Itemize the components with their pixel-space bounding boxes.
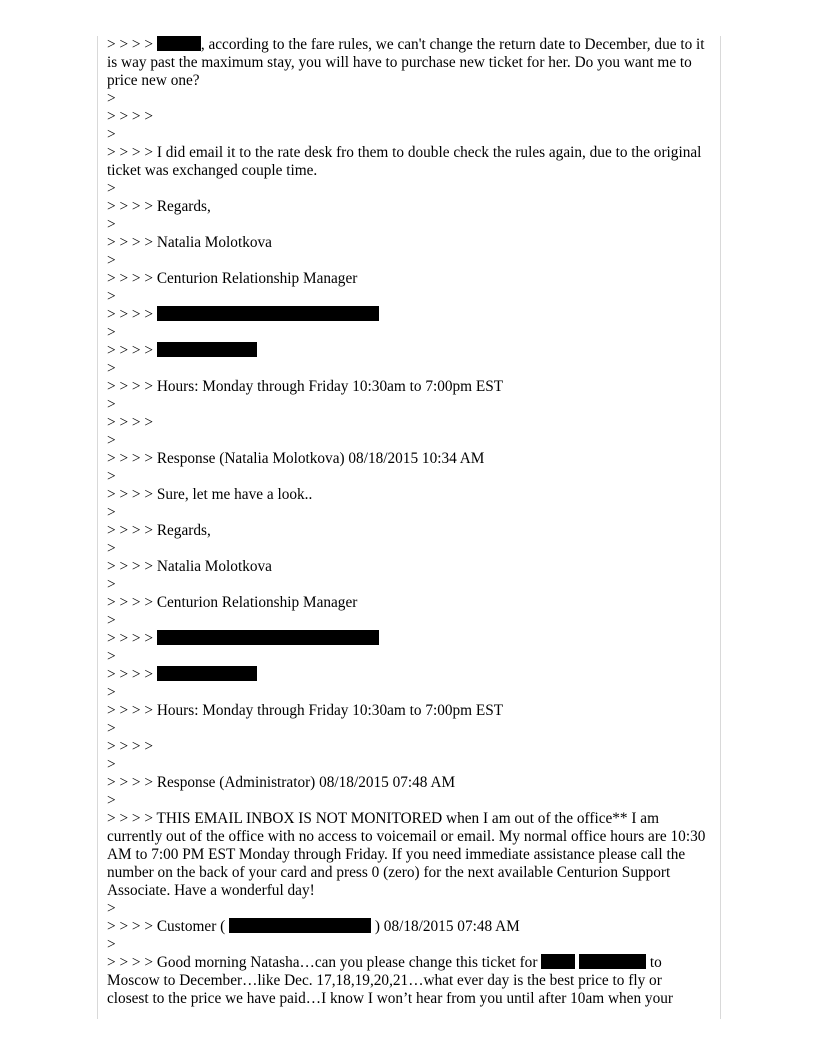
quote-marker: > xyxy=(107,504,116,521)
quote-prefix: > > > > xyxy=(107,198,153,215)
response-header-text: Response (Administrator) 08/18/2015 07:48 AM xyxy=(156,774,456,791)
quote-marker: > xyxy=(107,648,116,665)
signature-regards xyxy=(107,198,707,216)
quote-marker: > xyxy=(107,900,116,917)
quote-marker: > xyxy=(107,936,116,953)
quote-marker: > xyxy=(107,396,116,413)
signature-title xyxy=(107,270,707,288)
quote-marker: > xyxy=(107,720,116,737)
quote-prefix: > > > > xyxy=(107,702,153,719)
redacted-block xyxy=(157,306,379,321)
quote-prefix-line: > > > > xyxy=(107,108,153,125)
redacted-name xyxy=(157,36,201,51)
quote-prefix: > > > > xyxy=(107,486,153,503)
quote-prefix: > > > > xyxy=(107,810,153,827)
quote-prefix: > > > > xyxy=(107,450,153,467)
signature-name xyxy=(107,234,707,252)
quote-marker: > xyxy=(107,432,116,449)
sure-text: Sure, let me have a look.. xyxy=(156,486,313,503)
quote-marker: > xyxy=(107,252,116,269)
quote-marker: > xyxy=(107,324,116,341)
rate-desk-note xyxy=(107,144,707,180)
signature-redacted-phone xyxy=(107,666,707,684)
customer-message-text: Good morning Natasha…can you please change this ticket for xyxy=(156,954,538,971)
customer-date: ) 08/18/2015 07:48 AM xyxy=(374,918,520,935)
auto-reply-message xyxy=(107,810,707,900)
fare-rules-text: , according to the fare rules, we can't change the return date to December, due to it is way past the maximum stay, you will have to purchase new ticket for her. Do you want me to price new one? xyxy=(107,36,705,89)
redacted-block xyxy=(157,666,257,681)
regards-text: Regards, xyxy=(156,198,211,215)
response-header-admin xyxy=(107,774,707,792)
customer-message xyxy=(107,954,707,1008)
redacted-block xyxy=(579,954,646,969)
quote-prefix: > > > > xyxy=(107,270,153,287)
signature-name xyxy=(107,558,707,576)
redacted-block xyxy=(541,954,575,969)
hours-text: Hours: Monday through Friday 10:30am to 7:00pm EST xyxy=(156,378,504,395)
quote-prefix-line: > > > > xyxy=(107,414,153,431)
quote-marker: > xyxy=(107,576,116,593)
quote-marker: > xyxy=(107,126,116,143)
signature-redacted-contact xyxy=(107,630,707,648)
signature-regards xyxy=(107,522,707,540)
redacted-block xyxy=(157,630,379,645)
name-text: Natalia Molotkova xyxy=(156,558,272,575)
quote-prefix: > > > > xyxy=(107,306,153,323)
quote-prefix-line: > > > > xyxy=(107,738,153,755)
quote-prefix: > > > > xyxy=(107,954,153,971)
quote-marker: > xyxy=(107,756,116,773)
regards-text: Regards, xyxy=(156,522,211,539)
title-text: Centurion Relationship Manager xyxy=(156,270,358,287)
auto-reply-text: THIS EMAIL INBOX IS NOT MONITORED when I am out of the office** I am currently out of the office with no access to voicemail or email. My normal office hours are 10:30 AM to 7:00 PM EST Monday through Friday. If you need immediate assistance please call the number on the back of your card and press 0 (zero) for the next available Centurion Support Associate. Have a wonderful day! xyxy=(107,810,706,899)
quote-prefix: > > > > xyxy=(107,378,153,395)
redacted-block xyxy=(157,342,257,357)
quote-marker: > xyxy=(107,216,116,233)
signature-redacted-contact xyxy=(107,306,707,324)
quote-marker: > xyxy=(107,180,116,197)
signature-redacted-phone xyxy=(107,342,707,360)
response-header-text: Response (Natalia Molotkova) 08/18/2015 10:34 AM xyxy=(156,450,485,467)
quote-prefix: > > > > xyxy=(107,594,153,611)
name-text: Natalia Molotkova xyxy=(156,234,272,251)
quote-marker: > xyxy=(107,540,116,557)
redacted-block xyxy=(229,918,371,933)
quote-prefix: > > > > xyxy=(107,36,153,53)
quote-prefix: > > > > xyxy=(107,234,153,251)
quote-prefix: > > > > xyxy=(107,522,153,539)
quote-marker: > xyxy=(107,792,116,809)
quote-prefix: > > > > xyxy=(107,144,153,161)
email-thread-body xyxy=(107,36,707,1008)
quote-marker: > xyxy=(107,684,116,701)
signature-hours xyxy=(107,702,707,720)
quote-marker: > xyxy=(107,90,116,107)
quote-marker: > xyxy=(107,612,116,629)
quote-prefix: > > > > xyxy=(107,774,153,791)
quote-prefix: > > > > xyxy=(107,342,153,359)
hours-text: Hours: Monday through Friday 10:30am to 7:00pm EST xyxy=(156,702,504,719)
quote-marker: > xyxy=(107,468,116,485)
response-header-natalia xyxy=(107,450,707,468)
quote-prefix: > > > > xyxy=(107,630,153,647)
quote-marker: > xyxy=(107,288,116,305)
signature-title xyxy=(107,594,707,612)
fare-rules-reply xyxy=(107,36,707,90)
quote-prefix: > > > > xyxy=(107,666,153,683)
quote-marker: > xyxy=(107,360,116,377)
title-text: Centurion Relationship Manager xyxy=(156,594,358,611)
customer-message-text: to Moscow to December…like Dec. 17,18,19,20,21…what ever day is the best price to fly or closest to the price we have paid…I know I won’t hear from you until after 10am when your xyxy=(107,954,673,1007)
customer-header xyxy=(107,918,707,936)
quote-prefix: > > > > xyxy=(107,558,153,575)
quote-prefix: > > > > xyxy=(107,918,153,935)
customer-label: Customer ( xyxy=(156,918,226,935)
signature-hours xyxy=(107,378,707,396)
rate-desk-text: I did email it to the rate desk fro them to double check the rules again, due to the original ticket was exchanged couple time. xyxy=(107,144,702,179)
sure-reply xyxy=(107,486,707,504)
